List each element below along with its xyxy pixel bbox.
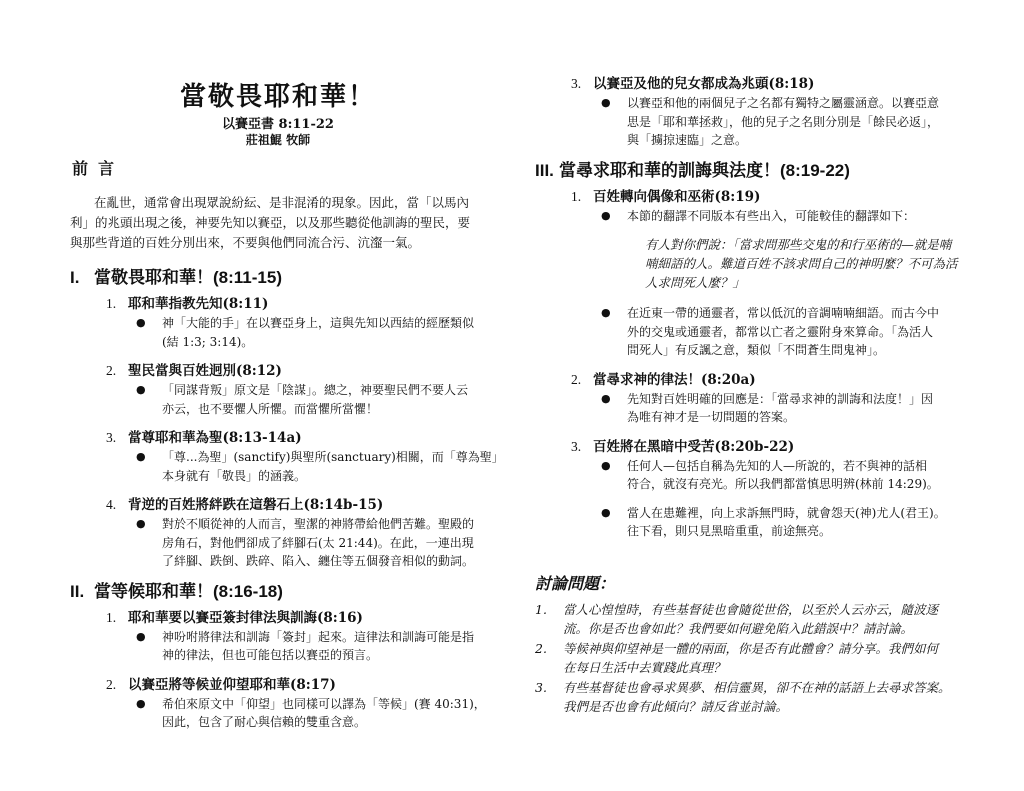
text-line: 在亂世，通常會出現眾說紛紜、是非混淆的現象。因此，當「以馬內 bbox=[94, 195, 470, 210]
item-heading bbox=[571, 74, 975, 94]
page-title: 當敬畏耶和華！ bbox=[179, 82, 376, 112]
text-line: 「尊...為聖」(sanctify)與聖所(sanctuary)相關，而「尊為聖」 bbox=[162, 450, 504, 464]
right-column bbox=[535, 74, 975, 717]
text-line: 等候神與仰望神是一體的兩面，你是否有此體會？請分享。我們如何 bbox=[563, 640, 939, 656]
bullet-point bbox=[136, 515, 500, 571]
text-line: 在近東一帶的通靈者，常以低沉的音調喃喃細語。而古今中 bbox=[627, 306, 940, 320]
item-heading bbox=[106, 294, 500, 314]
section-title: 當等候耶和華！(8:16-18) bbox=[94, 581, 283, 601]
discussion-question bbox=[535, 678, 975, 717]
text-line: 因此，包含了耐心與信賴的雙重含意。 bbox=[162, 715, 367, 729]
bullet-icon: ● bbox=[136, 383, 146, 396]
section-heading bbox=[70, 581, 500, 603]
bullet-icon: ● bbox=[136, 316, 146, 329]
item-number: 1. bbox=[106, 296, 117, 311]
bullet-icon: ● bbox=[136, 450, 146, 463]
bullet-point bbox=[136, 628, 500, 665]
section-title: 當尋求耶和華的訓誨與法度！(8:19-22) bbox=[559, 160, 850, 180]
outline-item bbox=[70, 294, 500, 351]
bullet-icon: ● bbox=[601, 96, 611, 109]
item-heading bbox=[571, 187, 975, 207]
author: 莊祖鯤 牧師 bbox=[245, 133, 311, 147]
text-line: (結 1:3; 3:14)。 bbox=[162, 334, 254, 349]
section-numeral: II. bbox=[70, 581, 85, 601]
item-number: 3. bbox=[106, 430, 117, 445]
item-number: 3. bbox=[571, 438, 582, 454]
text-line: 神吩咐將律法和訓誨「簽封」起來。這律法和訓誨可能是指 bbox=[162, 629, 475, 644]
item-number: 2. bbox=[106, 676, 117, 692]
item-heading bbox=[106, 361, 500, 381]
text-line: 神的律法，但也可能包括以賽亞的預言。 bbox=[162, 648, 379, 662]
item-heading bbox=[571, 437, 975, 457]
text-line: 神「大能的手」在以賽亞身上，這與先知以西結的經歷類似 bbox=[162, 316, 475, 330]
item-title: 耶和華指教先知(8:11) bbox=[128, 296, 269, 312]
text-line: 「同謀背叛」原文是「陰謀」。總之，神要聖民們不要人云 bbox=[162, 383, 469, 397]
bullet-icon: ● bbox=[136, 629, 146, 643]
section-heading bbox=[535, 160, 975, 182]
discussion-question bbox=[535, 600, 975, 639]
question-number: 2. bbox=[535, 640, 547, 656]
item-heading bbox=[106, 495, 500, 515]
section-numeral: III. bbox=[535, 160, 554, 180]
text-line: 以賽亞和他的兩個兒子之名都有獨特之屬靈涵意。以賽亞意 bbox=[627, 96, 940, 110]
text-line: 人求問死人麼？」 bbox=[645, 275, 746, 290]
item-heading bbox=[106, 608, 500, 628]
discussion-question bbox=[535, 639, 975, 678]
bullet-icon: ● bbox=[601, 208, 611, 222]
text-line: 與「擄掠速臨」之意。 bbox=[627, 133, 748, 147]
text-line: 在每日生活中去實踐此真理？ bbox=[563, 660, 726, 675]
text-line: 任何人—包括自稱為先知的人—所說的，若不與神的話相 bbox=[627, 458, 928, 473]
question-number: 1. bbox=[535, 601, 547, 617]
bullet-point bbox=[601, 390, 975, 427]
item-number: 1. bbox=[106, 609, 117, 625]
text-line: 喃細語的人。難道百姓不該求問自己的神明麼？不可為活 bbox=[645, 256, 958, 271]
text-line: 與那些背道的百姓分別出來，不要與他們同流合污、沆瀣一氣。 bbox=[70, 235, 421, 250]
item-title: 百姓將在黑暗中受苦(8:20b-22) bbox=[593, 438, 795, 455]
text-line: 了絆腳、跌倒、跌碎、陷入、纏住等五個發音相似的動詞。 bbox=[162, 554, 475, 568]
text-line: 對於不順從神的人而言，聖潔的神將帶給他們苦難。聖殿的 bbox=[162, 517, 475, 531]
item-number: 2. bbox=[106, 363, 117, 378]
bullet-icon: ● bbox=[136, 696, 146, 710]
item-title: 百姓轉向偶像和巫術(8:19) bbox=[593, 188, 761, 205]
section-numeral: I. bbox=[70, 268, 80, 287]
text-line: 問死人」有反諷之意，類似「不問蒼生問鬼神」。 bbox=[627, 343, 886, 357]
bullet-point bbox=[136, 448, 504, 485]
outline-item bbox=[70, 361, 500, 418]
text-line: 符合，就沒有亮光。所以我們都當慎思明辨(林前 14:29)。 bbox=[627, 477, 939, 491]
text-line: 利」的兆頭出現之後，神要先知以賽亞，以及那些聽從他訓誨的聖民，要 bbox=[70, 215, 471, 230]
item-title: 以賽亞及他的兒女都成為兆頭(8:18) bbox=[593, 76, 815, 92]
outline-item bbox=[70, 608, 500, 665]
bullet-icon: ● bbox=[601, 391, 611, 405]
preface-heading: 前言 bbox=[72, 159, 125, 178]
item-number: 3. bbox=[571, 76, 582, 91]
scripture-reference: 以賽亞書 8:11-22 bbox=[222, 117, 334, 132]
text-line: 有些基督徒也會尋求異夢、相信靈異，卻不在神的話語上去尋求答案。 bbox=[563, 679, 951, 695]
bullet-point bbox=[601, 304, 975, 360]
outline-item bbox=[535, 437, 975, 541]
question-number: 3. bbox=[535, 679, 547, 695]
text-line: 先知對百姓明確的回應是：「當尋求神的訓誨和法度！」因 bbox=[627, 391, 934, 406]
outline-item bbox=[535, 370, 975, 427]
preface-paragraph bbox=[70, 193, 500, 253]
item-title: 背逆的百姓將絆跌在這磐石上(8:14b-15) bbox=[128, 497, 384, 513]
outline-item bbox=[535, 187, 975, 360]
bullet-icon: ● bbox=[136, 517, 146, 530]
item-heading bbox=[571, 370, 975, 390]
text-line: 本身就有「敬畏」的涵義。 bbox=[162, 468, 307, 483]
bullet-point bbox=[136, 314, 500, 351]
bullet-point bbox=[601, 457, 975, 494]
item-number: 1. bbox=[571, 188, 582, 204]
bullet-icon: ● bbox=[601, 458, 611, 472]
bullet-point bbox=[601, 94, 975, 150]
item-number: 2. bbox=[571, 371, 582, 387]
bullet-icon: ● bbox=[601, 505, 611, 519]
text-line: 流。你是否也會如此？我們要如何避免陷入此錯誤中？請討論。 bbox=[563, 621, 914, 636]
text-line: 我們是否也會有此傾向？請反省並討論。 bbox=[563, 699, 789, 714]
item-heading bbox=[106, 675, 500, 695]
text-line: 本節的翻譯不同版本有些出入，可能較佳的翻譯如下： bbox=[627, 208, 916, 223]
bullet-point bbox=[601, 504, 975, 541]
bullet-point bbox=[601, 207, 975, 226]
text-line: 為唯有神才是一切問題的答案。 bbox=[627, 410, 796, 424]
bullet-point bbox=[136, 381, 500, 418]
text-line: 往下看，則只見黑暗重重，前途無亮。 bbox=[627, 524, 832, 538]
item-title: 聖民當與百姓迥別(8:12) bbox=[128, 363, 282, 379]
left-column bbox=[70, 156, 504, 742]
outline-item bbox=[70, 495, 500, 571]
text-line: 亦云，也不要懼人所懼。而當懼所當懼！ bbox=[162, 401, 379, 416]
text-line: 房角石，對他們卻成了絆腳石(太 21:44)。在此，一連出現 bbox=[162, 535, 474, 550]
text-line: 有人對你們說：「當求問那些交鬼的和行巫術的—就是喃 bbox=[645, 237, 952, 252]
bullet-point bbox=[136, 695, 500, 732]
item-title: 當尋求神的律法！(8:20a) bbox=[593, 371, 756, 388]
text-line: 希伯來原文中「仰望」也同樣可以譯為「等候」(賽 40:31)， bbox=[162, 696, 486, 711]
text-line: 外的交鬼或通靈者，都常以亡者之靈附身來算命。「為活人 bbox=[627, 324, 934, 339]
item-number: 4. bbox=[106, 497, 117, 512]
item-title: 當尊耶和華為聖(8:13-14a) bbox=[128, 430, 302, 446]
item-heading bbox=[106, 428, 500, 448]
item-title: 以賽亞將等候並仰望耶和華(8:17) bbox=[128, 676, 336, 693]
discussion-heading: 討論問題： bbox=[535, 573, 616, 593]
section-title: 當敬畏耶和華！(8:11-15) bbox=[94, 268, 282, 287]
text-line: 當人心惶惶時，有些基督徒也會隨從世俗，以至於人云亦云，隨波逐 bbox=[563, 601, 939, 617]
text-line: 當人在患難裡，向上求訴無門時，就會怨天(神)尤人(君王)。 bbox=[627, 505, 946, 520]
outline-item bbox=[535, 74, 975, 150]
text-line: 思是「耶和華拯救」，他的兒子之名則分別是「餘民必返」， bbox=[627, 114, 940, 129]
outline-item bbox=[70, 675, 500, 732]
section-heading bbox=[70, 267, 500, 289]
quotation bbox=[627, 235, 975, 292]
outline-item bbox=[70, 428, 504, 485]
item-title: 耶和華要以賽亞簽封律法與訓誨(8:16) bbox=[128, 609, 363, 626]
bullet-icon: ● bbox=[601, 306, 611, 319]
